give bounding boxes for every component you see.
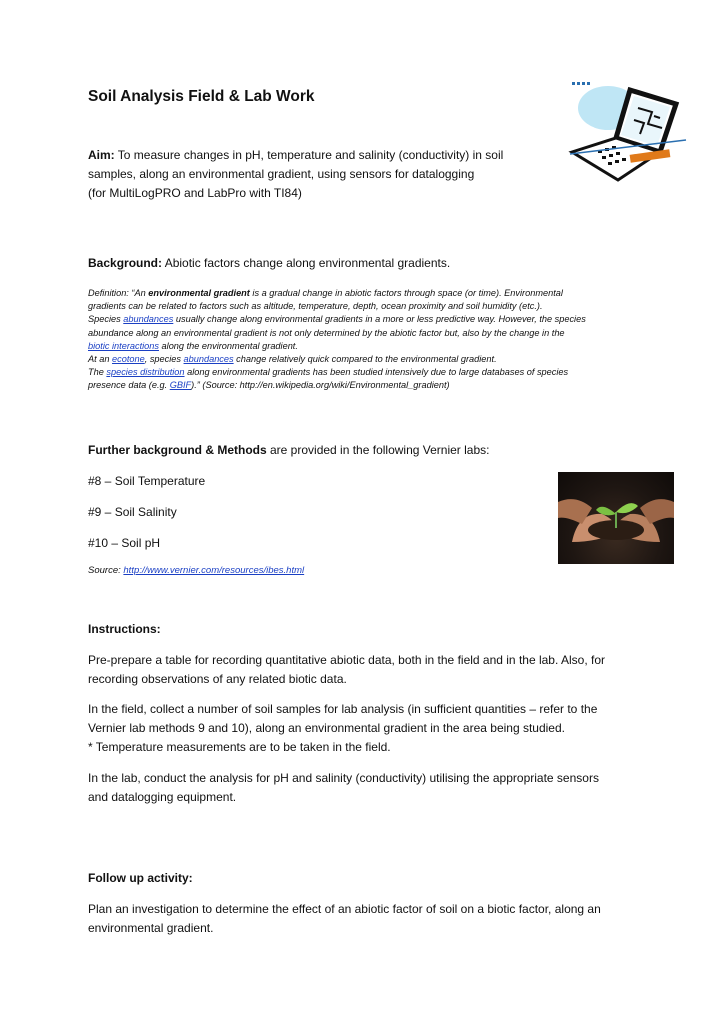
lab-item-9: #9 – Soil Salinity [88, 505, 177, 519]
laptop-clipart-icon [568, 80, 688, 185]
background-label: Background: [88, 256, 163, 270]
lab-item-8: #8 – Soil Temperature [88, 474, 206, 488]
instructions-paragraph-1 [88, 651, 638, 689]
instructions-text: Pre-prepare a table for recording quantitative abiotic data, both in the field and in the lab. Also, for [88, 653, 605, 667]
instructions-text: In the lab, conduct the analysis for pH and salinity (conductivity) utilising the appropriate sensors [88, 771, 599, 785]
abundances-link[interactable]: abundances [123, 314, 174, 325]
gbif-link[interactable]: GBIF [169, 380, 192, 391]
defn-text: presence data (e.g. [88, 380, 170, 391]
defn-text: gradients can be related to factors such as altitude, temperature, depth, ocean proximity and soil humidity (etc.). [88, 301, 543, 312]
followup-text: Plan an investigation to determine the effect of an abiotic factor of soil on a biotic factor, along an [88, 902, 601, 916]
aim-text-line-3: (for MultiLogPRO and LabPro with TI84) [88, 186, 302, 200]
source-line [88, 565, 304, 576]
definition-quote [88, 287, 633, 393]
followup-text: environmental gradient. [88, 921, 214, 935]
instructions-text: recording observations of any related biotic data. [88, 672, 347, 686]
aim-text: To measure changes in pH, temperature and salinity (conductivity) in soil [114, 148, 504, 162]
vernier-source-link[interactable]: http://www.vernier.com/resources/ibes.html [123, 565, 305, 576]
page-title: Soil Analysis Field & Lab Work [88, 88, 315, 105]
defn-text: , species [144, 354, 184, 365]
defn-text: ).” (Source: http://en.wikipedia.org/wiki/Environmental_gradient) [191, 380, 450, 391]
defn-text: along environmental gradients has been studied intensively due to large databases of species [184, 367, 569, 378]
defn-text: Definition: “An [88, 288, 149, 298]
instructions-heading: Instructions: [88, 622, 161, 636]
background-text: Abiotic factors change along environmental gradients. [162, 256, 451, 270]
defn-text: change relatively quick compared to the environmental gradient. [233, 354, 497, 365]
seedling-icon [558, 472, 674, 564]
further-text: are provided in the following Vernier labs: [266, 443, 490, 457]
aim-label: Aim: [88, 148, 115, 162]
defn-term: environmental gradient [148, 288, 250, 298]
instructions-text: and datalogging equipment. [88, 790, 237, 804]
defn-text: Species [88, 314, 124, 325]
defn-text: along the environmental gradient. [158, 340, 298, 351]
aim-text-line-2: samples, along an environmental gradient, using sensors for datalogging [88, 167, 475, 181]
seedling-in-hands-photo [558, 472, 674, 564]
abundances-link-2[interactable]: abundances [183, 354, 234, 365]
defn-text: At an [88, 354, 113, 365]
source-label: Source: [88, 565, 124, 576]
further-background-paragraph [88, 441, 608, 460]
further-label: Further background & Methods [88, 443, 267, 457]
instructions-text: Vernier lab methods 9 and 10), along an environmental gradient in the area being studied. [88, 721, 565, 735]
species-distribution-link[interactable]: species distribution [106, 367, 185, 378]
lab-item-10: #10 – Soil pH [88, 536, 161, 550]
aim-paragraph [88, 146, 533, 203]
background-paragraph [88, 254, 648, 273]
instructions-text: * Temperature measurements are to be taken in the field. [88, 740, 391, 754]
biotic-interactions-link[interactable]: biotic interactions [88, 340, 159, 351]
ecotone-link[interactable]: ecotone [112, 354, 145, 365]
defn-text: abundance along an environmental gradient is not only determined by the abiotic factor but, also by the change in the [88, 327, 565, 338]
defn-text: The [88, 367, 107, 378]
instructions-text: In the field, collect a number of soil samples for lab analysis (in sufficient quantities – refer to the [88, 702, 598, 716]
instructions-paragraph-3 [88, 769, 638, 807]
instructions-paragraph-2 [88, 700, 638, 757]
followup-heading: Follow up activity: [88, 871, 193, 885]
followup-paragraph [88, 900, 638, 938]
defn-text: usually change along environmental gradients in a more or less predictive way. However, the species [173, 314, 586, 325]
defn-text: is a gradual change in abiotic factors through space (or time). Environmental [249, 288, 563, 298]
